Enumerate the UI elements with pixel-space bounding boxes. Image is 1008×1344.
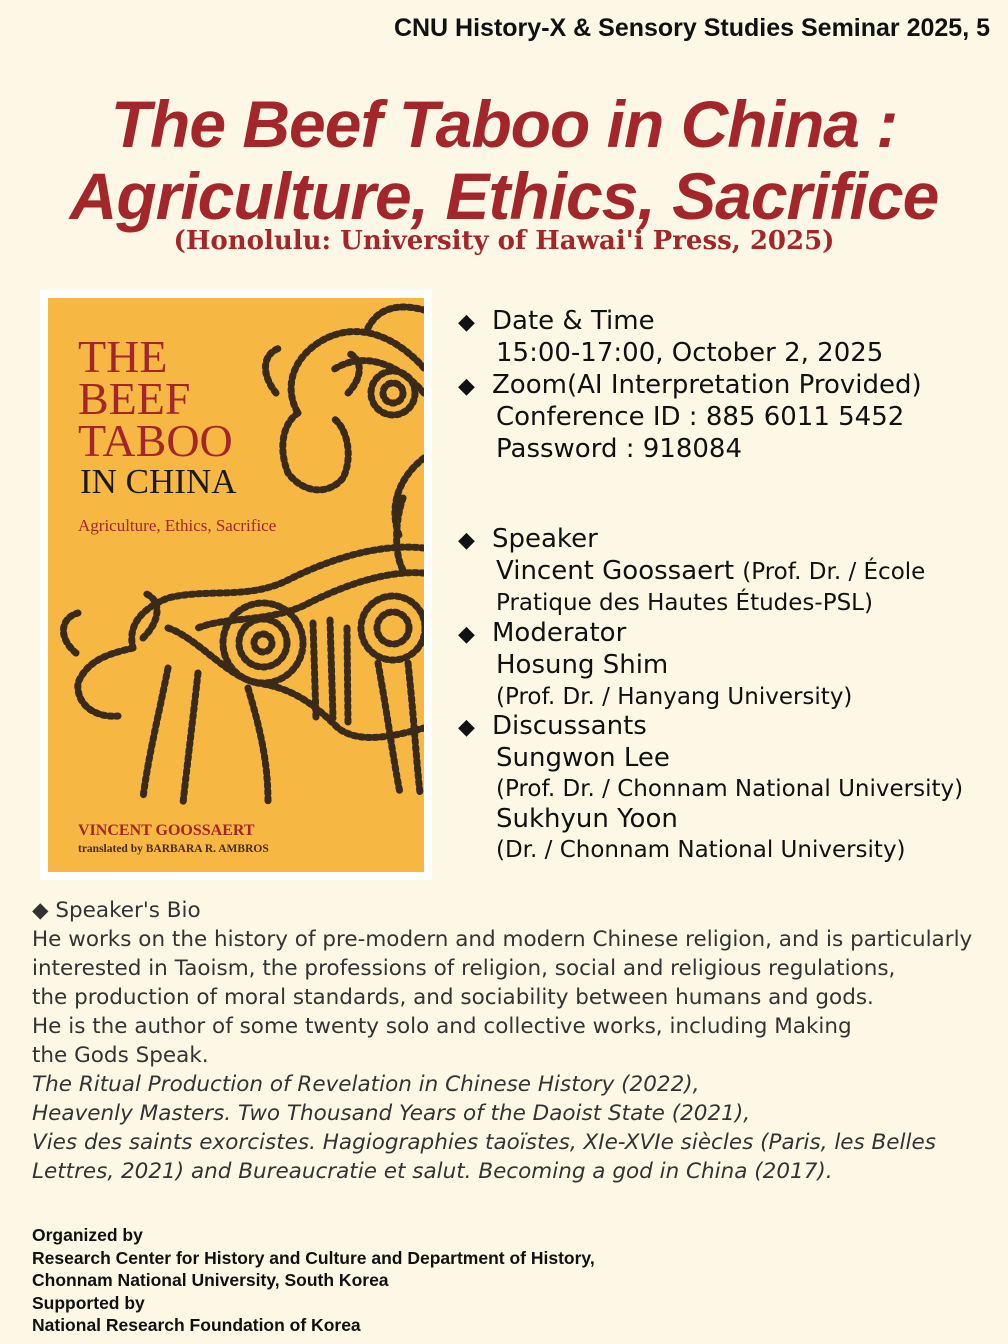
organizers <box>32 1224 595 1337</box>
discussant-1-affiliation: (Prof. Dr. / Chonnam National University) <box>496 776 964 802</box>
bio-line: the Gods Speak. <box>32 1043 209 1068</box>
bio-line: the production of moral standards, and sociability between humans and gods. <box>32 985 874 1010</box>
conference-id: Conference ID : 885 6011 5452 <box>496 402 905 432</box>
zoom-label: Zoom(AI Interpretation Provided) <box>492 370 922 400</box>
zoom-heading <box>458 370 922 400</box>
book-cover <box>48 298 424 872</box>
supported-by-label: Supported by <box>32 1292 145 1313</box>
bio-line: He works on the history of pre-modern and modern Chinese religion, and is particularly <box>32 927 973 952</box>
supporter-line: National Research Foundation of Korea <box>32 1315 361 1336</box>
moderator-label: Moderator <box>492 618 627 648</box>
discussant-1-name: Sungwon Lee <box>496 743 670 773</box>
diamond-bullet-icon: ◆ <box>458 374 475 399</box>
moderator-affiliation: (Prof. Dr. / Hanyang University) <box>496 684 853 710</box>
cover-subtitle: Agriculture, Ethics, Sacrifice <box>78 516 277 535</box>
date-time-heading <box>458 306 655 336</box>
diamond-bullet-icon: ◆ <box>458 622 475 647</box>
diamond-bullet-icon: ◆ <box>458 528 475 553</box>
speaker-affiliation-1: (Prof. Dr. / École <box>742 559 926 585</box>
cover-translator: translated by BARBARA R. AMBROS <box>78 843 269 855</box>
cover-title-in-china: IN CHINA <box>80 462 237 501</box>
bio-heading: ◆ Speaker's Bio <box>32 898 201 923</box>
discussants-label: Discussants <box>492 711 647 741</box>
publisher-info: (Honolulu: University of Hawai'i Press, 2025) <box>173 226 835 256</box>
discussant-2-affiliation: (Dr. / Chonnam National University) <box>496 837 906 863</box>
cover-title-beef: BEEF <box>78 373 191 424</box>
organized-by-label: Organized by <box>32 1225 143 1245</box>
speaker-name: Vincent Goossaert <box>496 556 735 586</box>
cover-title-taboo: TABOO <box>78 415 233 466</box>
diamond-bullet-icon: ◆ <box>458 310 475 335</box>
diamond-bullet-icon: ◆ <box>458 715 475 740</box>
speaker-heading <box>458 524 598 554</box>
seminar-series-title: CNU History-X & Sensory Studies Seminar 2025, 5 <box>393 14 990 42</box>
event-title-line-2: Agriculture, Ethics, Sacrifice <box>69 159 939 233</box>
zoom-password: Password : 918084 <box>496 434 742 464</box>
organizer-line: Chonnam National University, South Korea <box>32 1270 389 1291</box>
discussants-heading <box>458 711 647 741</box>
bio-work: Heavenly Masters. Two Thousand Years of the Daoist State (2021), <box>32 1101 751 1126</box>
date-time-label: Date & Time <box>492 306 655 336</box>
cover-title-the: THE <box>78 331 168 382</box>
moderator-name: Hosung Shim <box>496 650 669 680</box>
speaker-bio <box>32 896 992 1186</box>
date-time-value: 15:00-17:00, October 2, 2025 <box>496 338 884 368</box>
bio-work: The Ritual Production of Revelation in Chinese History (2022), <box>32 1072 700 1097</box>
speaker-line <box>496 556 925 586</box>
bio-work: Vies des saints exorcistes. Hagiographies taoïstes, XIe-XVIe siècles (Paris, les Belles <box>32 1130 936 1155</box>
speaker-affiliation-2: Pratique des Hautes Études-PSL) <box>496 590 873 616</box>
moderator-heading <box>458 618 626 648</box>
bio-line: He is the author of some twenty solo and collective works, including Making <box>32 1014 852 1039</box>
discussant-2-name: Sukhyun Yoon <box>496 804 678 834</box>
event-title-line-1: The Beef Taboo in China : <box>110 87 898 161</box>
organizer-line: Research Center for History and Culture and Department of History, <box>32 1247 595 1268</box>
cover-author: VINCENT GOOSSAERT <box>78 822 255 839</box>
bio-work: Lettres, 2021) and Bureaucratie et salut. Becoming a god in China (2017). <box>32 1159 833 1184</box>
bio-line: interested in Taoism, the professions of religion, social and religious regulations, <box>32 956 896 981</box>
speaker-label: Speaker <box>492 524 598 554</box>
